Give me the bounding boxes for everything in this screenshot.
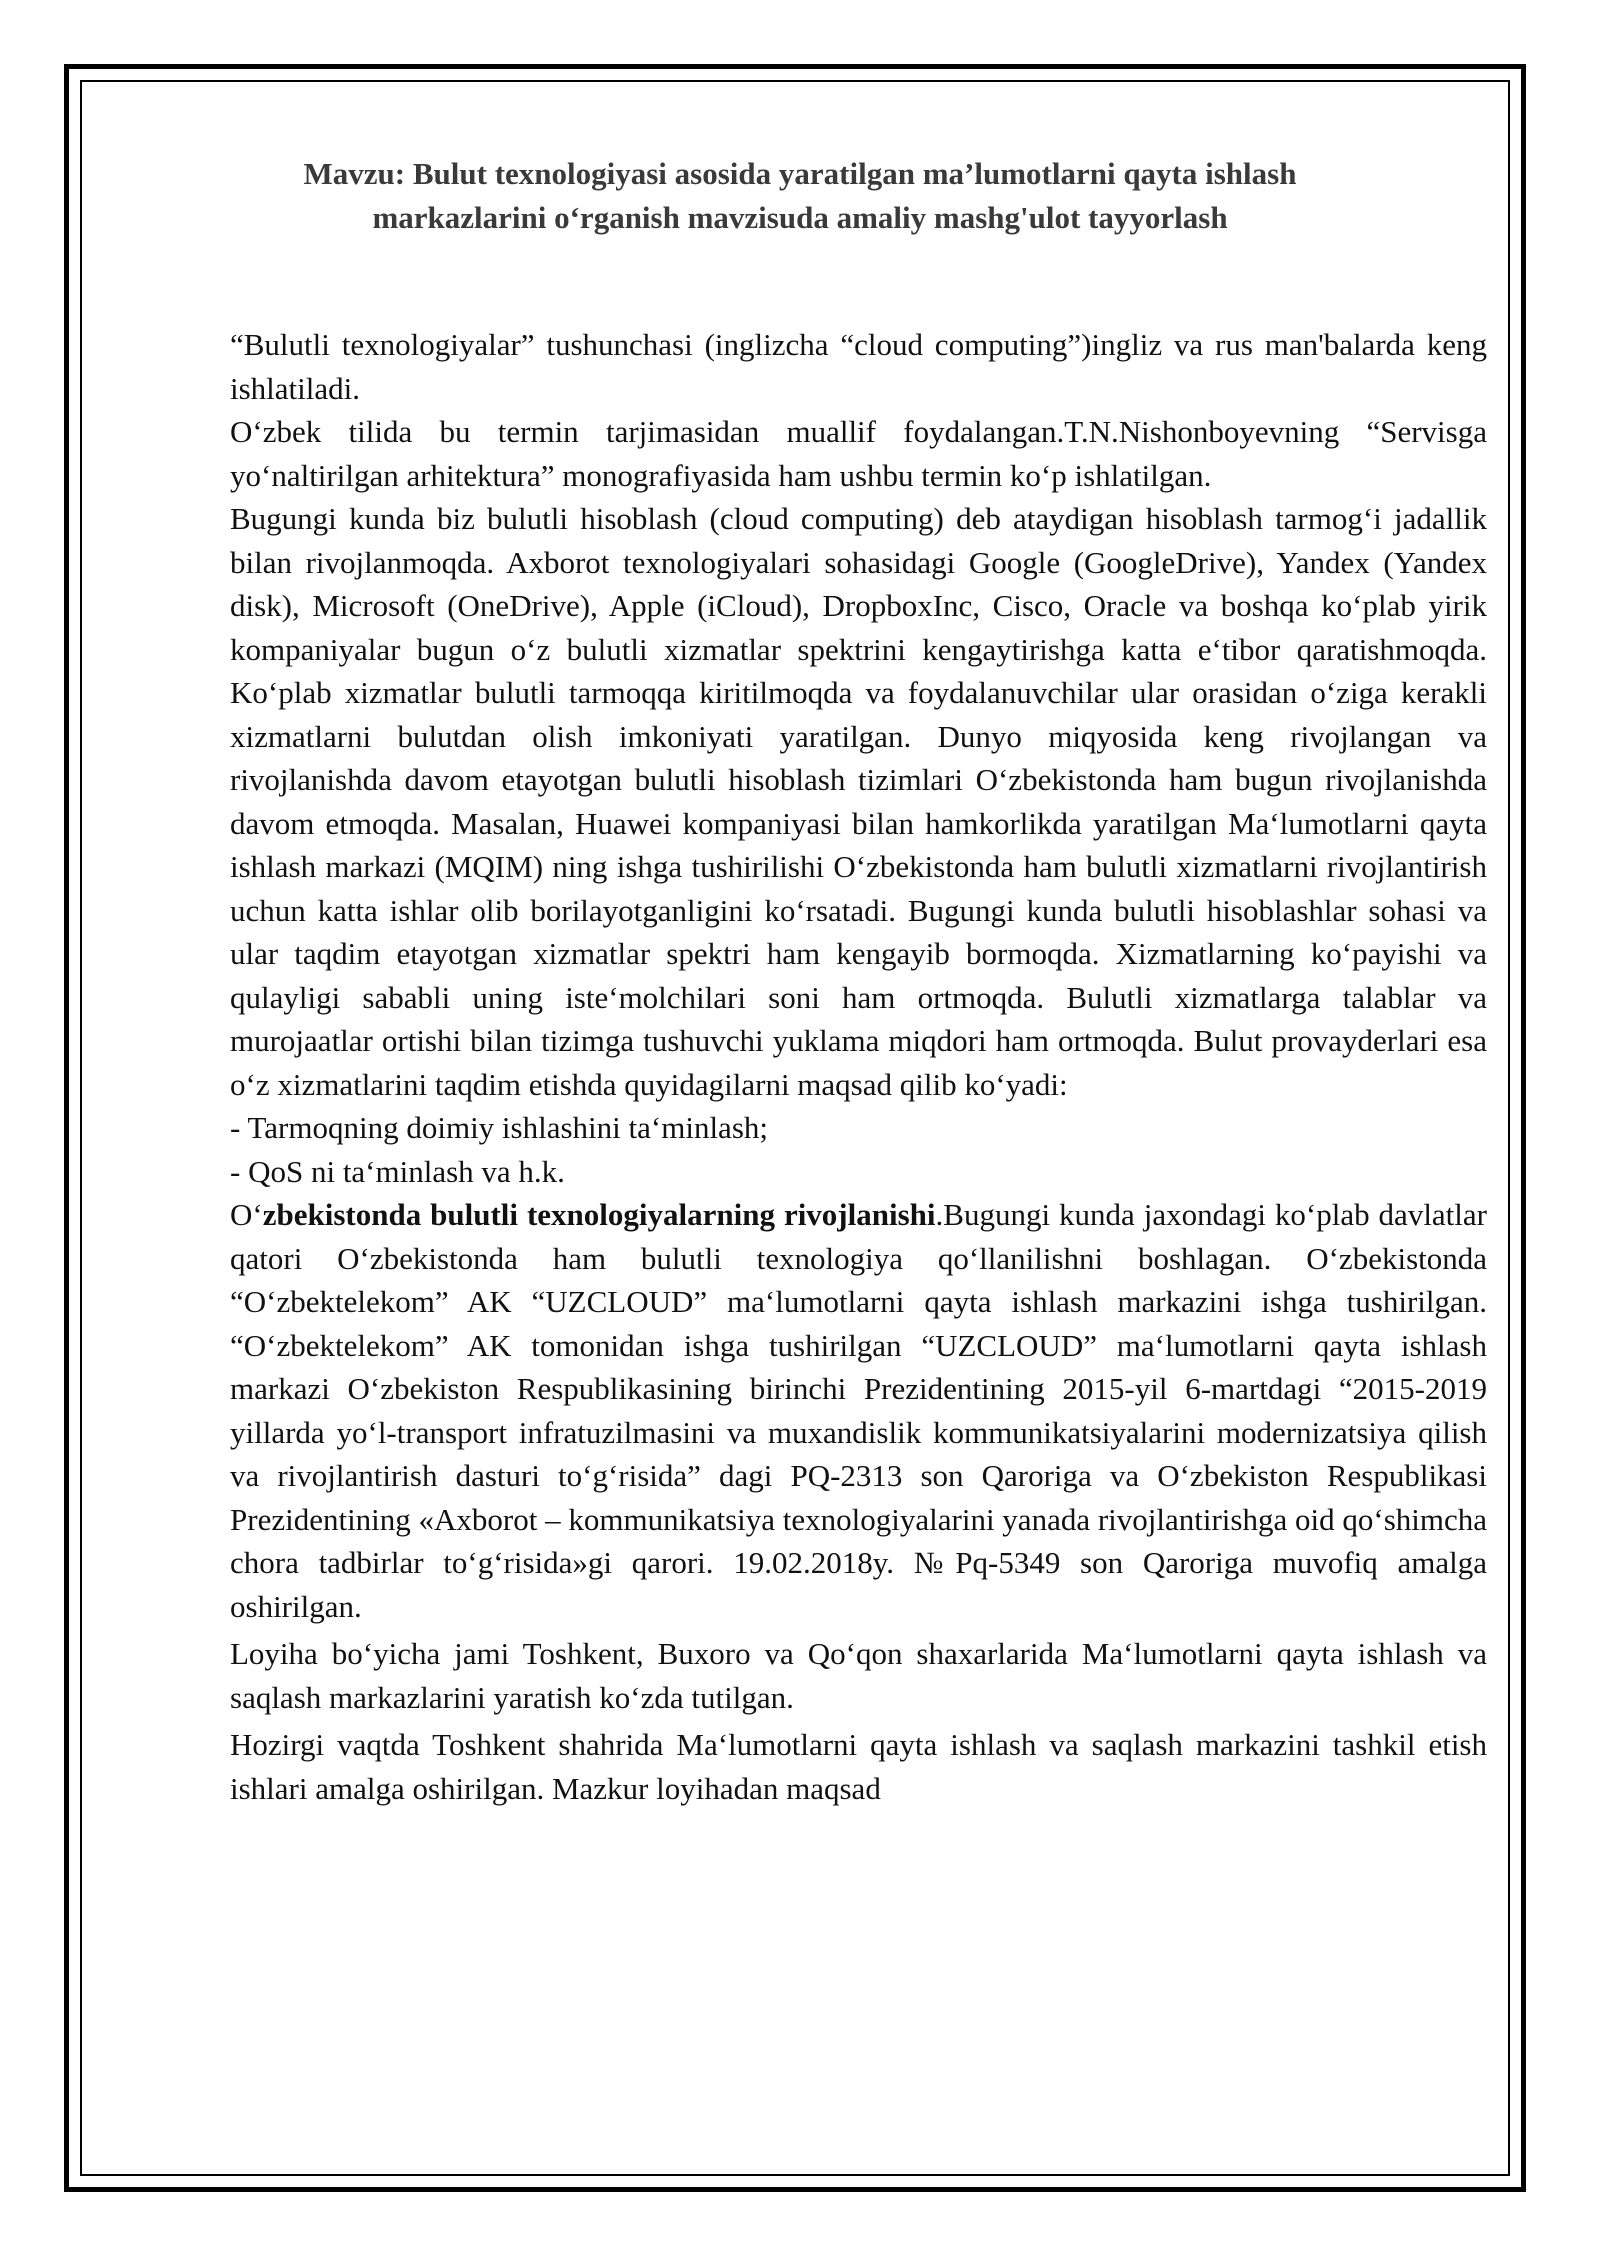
paragraph-tashkent-center: Hozirgi vaqtda Toshkent shahrida Ma‘lumotlarni qayta ishlash va saqlash markazini tashkil etish ishlari amalga oshirilgan. Mazkur loyihadan maqsad (230, 1727, 1487, 1806)
paragraph-cloud-term: “Bulutli texnologiyalar” tushunchasi (inglizcha “cloud computing”)ingliz va rus man'balarda keng ishlatiladi. (230, 327, 1487, 406)
title-line-1: Mavzu: Bulut texnologiyasi asosida yaratilgan ma’lumotlarni qayta ishlash (303, 156, 1297, 191)
lead-letter: O‘ (230, 1197, 263, 1232)
paragraph-cloud-computing: Bugungi kunda biz bulutli hisoblash (cloud computing) deb ataydigan hisoblash tarmog‘i jadallik bilan rivojlanmoqda. Axborot texnologiyalari sohasidagi Google (GoogleDrive), Yandex (Yandex disk), Microsoft (OneDrive), Apple (iCloud), DropboxInc, Cisco, Oracle va boshqa ko‘plab yirik kompaniyalar bugun o‘z bulutli xizmatlar spektrini kengaytirishga katta e‘tibor qaratishmoqda. Ko‘plab xizmatlar bulutli tarmoqqa kiritilmoqda va foydalanuvchilar ular orasidan o‘ziga kerakli xizmatlarni bulutdan olish imkoniyati yaratilgan. Dunyo miqyosida keng rivojlangan va rivojlanishda davom etayotgan bulutli hisoblash tizimlari O‘zbekistonda ham bugun rivojlanishda davom etmoqda. Masalan, Huawei kompaniyasi bilan hamkorlikda yaratilgan Ma‘lumotlarni qayta ishlash markazi (MQIM) ning ishga tushirilishi O‘zbekistonda ham bulutli xizmatlarni rivojlantirish uchun katta ishlar olib borilayotganligini ko‘rsatadi. Bugungi kunda bulutli hisoblashlar sohasi va ular taqdim etayotgan xizmatlar spektri ham kengayib bormoqda. Xizmatlarning ko‘payishi va qulayligi sababli uning iste‘molchilari soni ham ortmoqda. Bulutli xizmatlarga talablar va murojaatlar ortishi bilan tizimga tushuvchi yuklama miqdori ham ortmoqda. Bulut provayderlari esa o‘z xizmatlarini taqdim etishda quyidagilarni maqsad qilib ko‘yadi: (230, 501, 1487, 1102)
paragraph-uzbekistan-development (230, 1193, 1487, 1628)
paragraph-uzbek-term: O‘zbek tilida bu termin tarjimasidan muallif foydalangan.T.N.Nishonboyevning “Servisga yo‘naltirilgan arhitektura” monografiyasida ham ushbu termin ko‘p ishlatilgan. (230, 414, 1487, 493)
list-item-qos: - QoS ni ta‘minlash va h.k. (230, 1153, 565, 1189)
document-title (200, 152, 1400, 240)
document-body (230, 323, 1487, 1810)
title-line-2: markazlarini o‘rganish mavzisuda amaliy mashg'ulot tayyorlash (372, 200, 1228, 235)
list-item-network: - Tarmoqning doimiy ishlashini ta‘minlash; (230, 1110, 768, 1145)
section-heading-inline: zbekistonda bulutli texnologiyalarning rivojlanishi (262, 1197, 936, 1232)
paragraph-project-cities: Loyiha bo‘yicha jami Toshkent, Buxoro va Qo‘qon shaxarlarida Ma‘lumotlarni qayta ishlash va saqlash markazlarini yaratish ko‘zda tutilgan. (230, 1636, 1487, 1715)
paragraph-uzbekistan-text: .Bugungi kunda jaxondagi ko‘plab davlatlar qatori O‘zbekistonda ham bulutli texnologiya qo‘llanilishni boshlagan. O‘zbekistonda “O‘zbektelekom” AK “UZCLOUD” ma‘lumotlarni qayta ishlash markazini ishga tushirilgan. “O‘zbektelekom” AK tomonidan ishga tushirilgan “UZCLOUD” ma‘lumotlarni qayta ishlash markazi O‘zbekiston Respublikasining birinchi Prezidentining 2015-yil 6-martdagi “2015-2019 yillarda yo‘l-transport infratuzilmasini va muxandislik kommunikatsiyalarini modernizatsiya qilish va rivojlantirish dasturi to‘g‘risida” dagi PQ-2313 son Qaroriga va O‘zbekiston Respublikasi Prezidentining «Axborot – kommunikatsiya texnologiyalarini yanada rivojlantirishga oid qo‘shimcha chora tadbirlar to‘g‘risida»gi qarori. 19.02.2018y. №Pq-5349 son Qaroriga muvofiq amalga oshirilgan. (230, 1197, 1487, 1624)
